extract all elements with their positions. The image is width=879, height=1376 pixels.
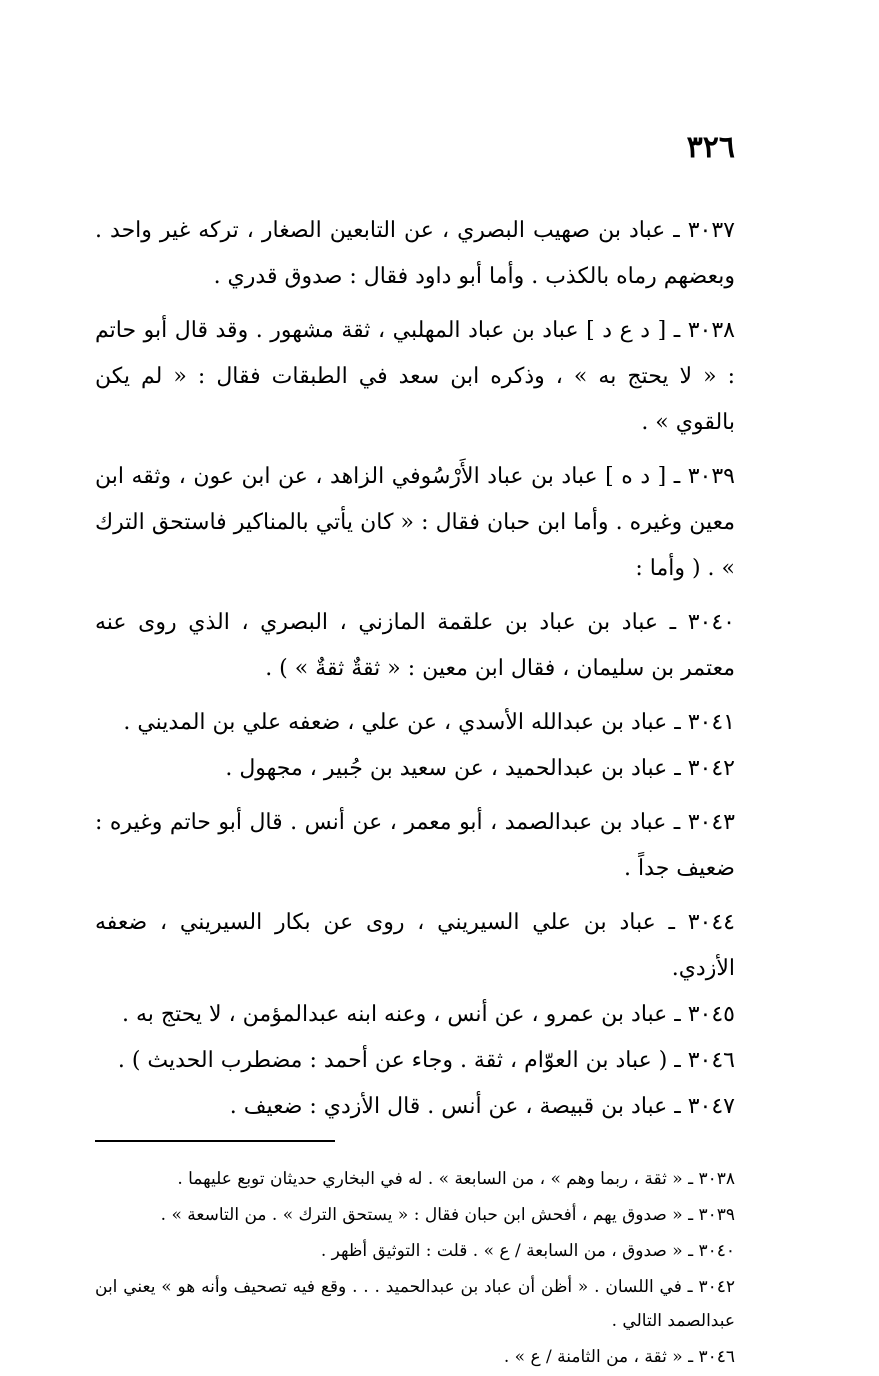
footnote-3040: ٣٠٤٠ ـ « صدوق ، من السابعة / ع » . قلت : التوثيق أظهر . [320, 1241, 735, 1261]
footnote-3042: ٣٠٤٢ ـ في اللسان . « أظن أن عباد بن عبدالحميد . . . وقع فيه تصحيف وأنه هو » يعني ابن عبدالصمد التالي . [95, 1277, 735, 1331]
book-page [95, 130, 735, 1376]
entry-3046: ٣٠٤٦ ـ ( عباد بن العوّام ، ثقة . وجاء عن أحمد : مضطرب الحديث ) . [117, 1048, 735, 1073]
entry-3042: ٣٠٤٢ ـ عباد بن عبدالحميد ، عن سعيد بن جُبير ، مجهول . [225, 756, 735, 781]
entries-list [95, 208, 735, 1130]
footnotes [95, 1162, 735, 1374]
entry-3041: ٣٠٤١ ـ عباد بن عبدالله الأسدي ، عن علي ، ضعفه علي بن المديني . [123, 710, 735, 735]
footnote-3046: ٣٠٤٦ ـ « ثقة ، من الثامنة / ع » . [503, 1347, 735, 1367]
entry-3040: ٣٠٤٠ ـ عباد بن عباد بن علقمة المازني ، البصري ، الذي روى عنه معتمر بن سليمان ، فقال ابن معين : « ثقةٌ ثقةٌ » ) . [95, 610, 735, 681]
entry-3038: ٣٠٣٨ ـ [ د ع د ] عباد بن عباد المهلبي ، ثقة مشهور . وقد قال أبو حاتم : « لا يحتج به » ، وذكره ابن سعد في الطبقات فقال : « لم يكن بالقوي » . [95, 318, 735, 435]
entry-3043: ٣٠٤٣ ـ عباد بن عبدالصمد ، أبو معمر ، عن أنس . قال أبو حاتم وغيره : ضعيف جداً . [95, 810, 735, 881]
entry-3047: ٣٠٤٧ ـ عباد بن قبيصة ، عن أنس . قال الأزدي : ضعيف . [229, 1094, 735, 1119]
entry-3037: ٣٠٣٧ ـ عباد بن صهيب البصري ، عن التابعين الصغار ، تركه غير واحد . وبعضهم رماه بالكذب . وأما أبو داود فقال : صدوق قدري . [95, 218, 735, 289]
footnote-divider [95, 1140, 335, 1142]
footnote-3039: ٣٠٣٩ ـ « صدوق يهم ، أفحش ابن حبان فقال : « يستحق الترك » . من التاسعة » . [160, 1205, 735, 1225]
footnote-3038: ٣٠٣٨ ـ « ثقة ، ربما وهم » ، من السابعة » . له في البخاري حديثان توبع عليهما . [177, 1169, 735, 1189]
page-number: ٣٢٦ [686, 130, 735, 165]
entry-3044: ٣٠٤٤ ـ عباد بن علي السيريني ، روى عن بكار السيريني ، ضعفه الأزدي. [95, 910, 735, 981]
entry-3039: ٣٠٣٩ ـ [ د ه ] عباد بن عباد الأَرْسُوفي الزاهد ، عن ابن عون ، وثقه ابن معين وغيره . وأما ابن حبان فقال : « كان يأتي بالمناكير فاستحق الترك » . ( وأما : [95, 464, 735, 581]
entry-3045: ٣٠٤٥ ـ عباد بن عمرو ، عن أنس ، وعنه ابنه عبدالمؤمن ، لا يحتج به . [121, 1002, 735, 1027]
